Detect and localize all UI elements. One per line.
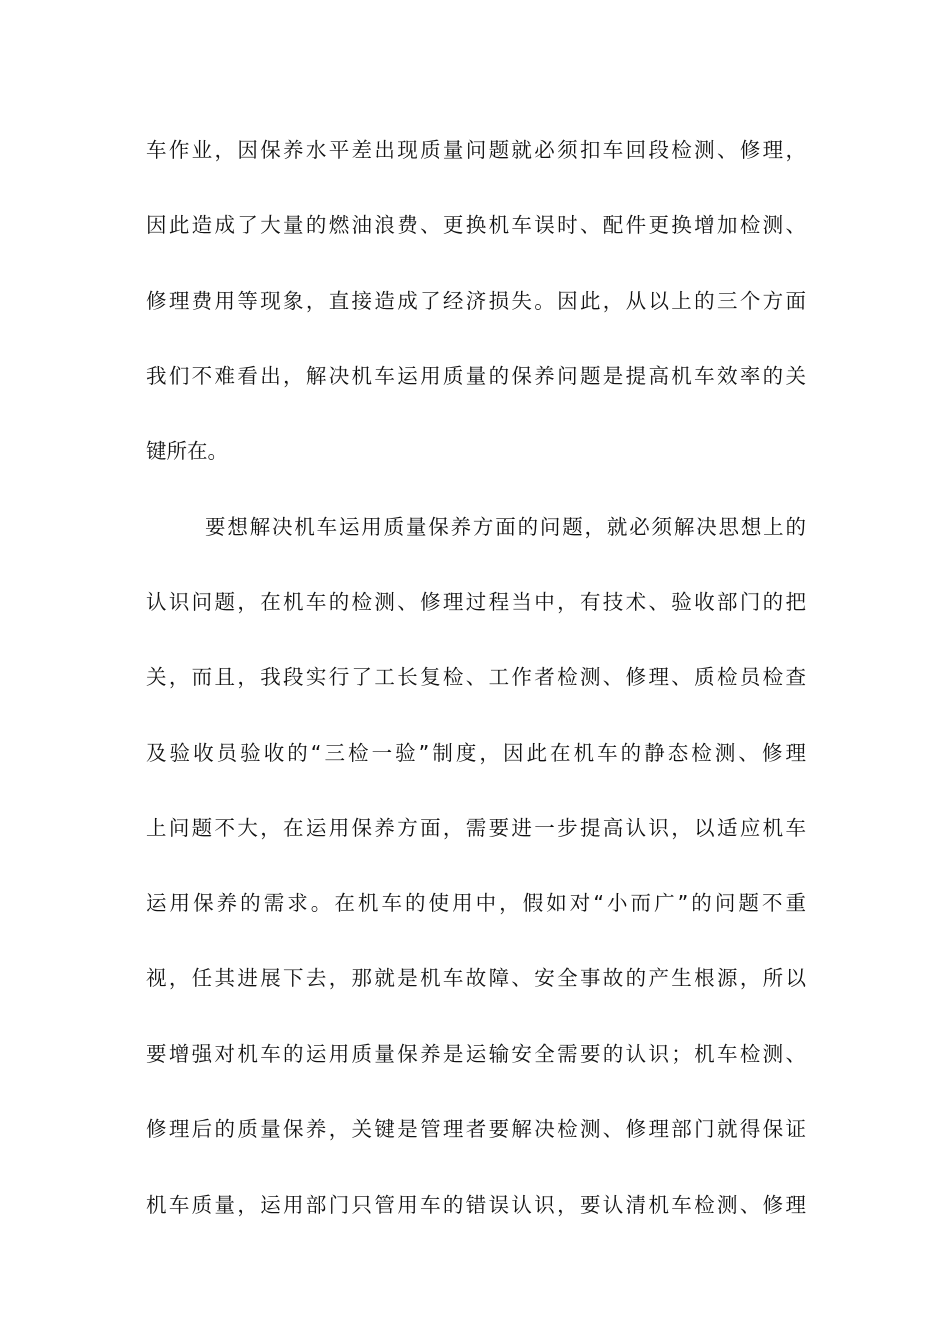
text-line-3: 修理费用等现象，直接造成了经济损失。因此，从以上的三个方面 (146, 289, 806, 313)
text-line-9: 及验收员验收的“三检一验”制度，因此在机车的静态检测、修理 (146, 741, 806, 765)
text-line-15: 机车质量，运用部门只管用车的错误认识，要认清机车检测、修理 (146, 1193, 806, 1217)
text-line-6: 要想解决机车运用质量保养方面的问题，就必须解决思想上的 (205, 515, 806, 539)
text-line-7: 认识问题，在机车的检测、修理过程当中，有技术、验收部门的把 (146, 590, 806, 614)
text-line-12: 视，任其进展下去，那就是机车故障、安全事故的产生根源，所以 (146, 966, 806, 990)
text-line-2: 因此造成了大量的燃油浪费、更换机车误时、配件更换增加检测、 (146, 213, 806, 237)
text-line-4: 我们不难看出，解决机车运用质量的保养问题是提高机车效率的关 (146, 364, 806, 388)
text-line-1: 车作业，因保养水平差出现质量问题就必须扣车回段检测、修理， (146, 138, 806, 162)
text-line-13: 要增强对机车的运用质量保养是运输安全需要的认识；机车检测、 (146, 1042, 806, 1066)
text-line-8: 关，而且，我段实行了工长复检、工作者检测、修理、质检员检查 (146, 665, 806, 689)
text-line-14: 修理后的质量保养，关键是管理者要解决检测、修理部门就得保证 (146, 1117, 806, 1141)
text-line-11: 运用保养的需求。在机车的使用中，假如对“小而广”的问题不重 (146, 891, 806, 915)
text-line-5: 键所在。 (146, 439, 228, 463)
text-line-10: 上问题不大，在运用保养方面，需要进一步提高认识，以适应机车 (146, 816, 806, 840)
